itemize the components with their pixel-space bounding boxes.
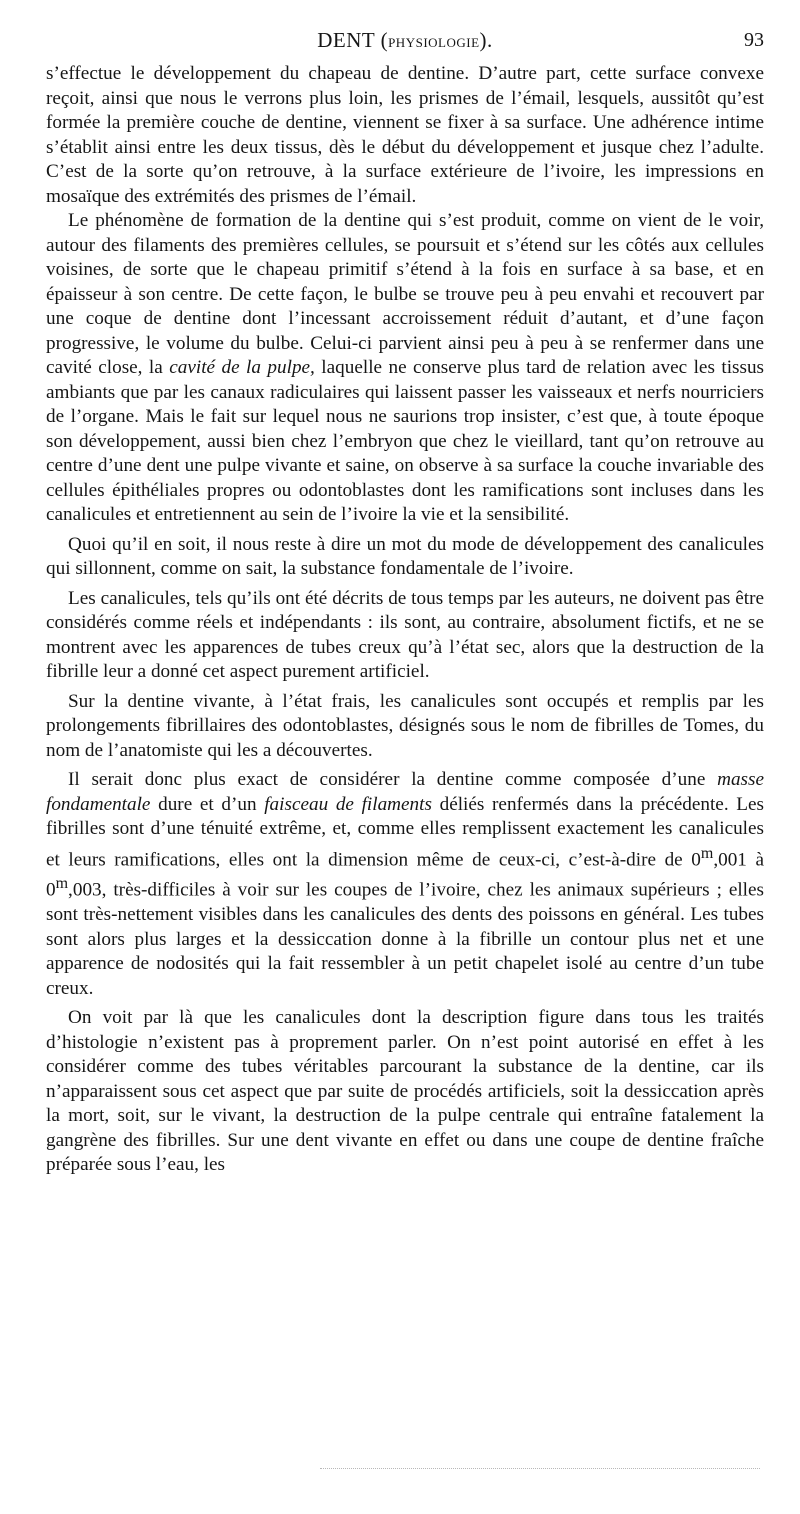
paragraph-text: laquelle ne conserve plus tard de relation avec les tissus ambiants que par les canaux radiculaires qui laissent passer les vaisseaux et nerfs nourriciers de l’organe. Mais le fait sur lequel nous ne saurions trop insister, c’est que, à toute époque son développement, aussi bien chez l’embryon que chez le vieillard, tant qu’on retrouve au centre d’une dent une pulpe vivante et saine, on observe à sa surface la couche invariable des cellules épithéliales propres ou odontoblastes dont les ramifications sont incluses dans les canalicules et entretiennent au sein de l’ivoire la vie et la sensibilité. (46, 357, 765, 525)
paragraph-text: déliés renfermés dans la précédente. Les fibrilles sont d’une ténuité extrême, et, comme elles remplissent exactement les canalicules et leurs ramifications, elles ont la dimension même de ceux-ci, c’est-à-dire de 0 (46, 793, 764, 870)
bleed-through-line (320, 1468, 760, 1469)
italic-term: masse fondamentale (46, 769, 764, 815)
paragraph-text: ,003, très-difficiles à voir sur les coupes de l’ivoire, chez les animaux supérieurs ; elles sont très-nettement visibles dans les canalicules des dents des poissons en général. Les tubes sont alors plus larges et la dessiccation donne à la fibrille un contour plus net et une apparence de nodosités qui la fait ressembler à un petit chapelet isolé au centre d’un tube creux. (46, 879, 764, 999)
paragraph-composition-dentine (46, 768, 764, 1001)
paragraph-canalicules-intro: Quoi qu’il en soit, il nous reste à dire un mot du mode de développement des canalicules qui sillonnent, comme on sait, la substance fondamentale de l’ivoire. (46, 533, 764, 579)
running-title (46, 28, 764, 53)
unit-superscript: m (700, 844, 714, 862)
running-title-main: DENT ( (317, 28, 389, 52)
page-number: 93 (744, 29, 764, 51)
paragraph-text: Le phénomène de formation de la dentine qui s’est produit, comme on vient de le voir, autour des filaments des premières cellules, se poursuit et s’étend sur les côtés aux cellules voisines, de sorte que le chapeau primitif s’étend à la fois en surface à sa base, et en épaisseur à son centre. De cette façon, le bulbe se trouve peu à peu envahi et recouvert par une coque de dentine dont l’incessant accroissement réduit d’autant, et d’une façon progressive, le volume du bulbe. Celui-ci parvient ainsi peu à peu à se renfermer dans une cavité close, la (46, 210, 764, 378)
paragraph-dentine-vivante: Sur la dentine vivante, à l’état frais, les canalicules sont occupés et remplis par les prolongements fibrillaires des odontoblastes, désignés sous le nom de fibrilles de Tomes, du nom de l’anatomiste qui les a découvertes. (46, 690, 764, 761)
paragraph-conclusion: On voit par là que les canalicules dont la description figure dans tous les traités d’histologie n’existent pas à proprement parler. On n’est point autorisé en effet à les considérer comme des tubes véritables parcourant la substance de la dentine, car ils n’apparaissent sous cet aspect que par suite de procédés artificiels, soit la dessiccation après la mort, soit, sur le vivant, la destruction de la pulpe centrale qui entraîne fatalement la gangrène des fibrilles. Sur une dent vivante en effet ou dans une coupe de dentine fraîche préparée sous l’eau, les (46, 1007, 764, 1176)
running-title-end: ). (479, 28, 493, 52)
paragraph-text: Il serait donc plus exact de considérer la dentine comme composée d’une (68, 769, 718, 790)
unit-superscript: m (55, 875, 69, 893)
paragraph-text: ,001 à 0 (46, 848, 764, 901)
paragraph-canalicules-fictifs: Les canalicules, tels qu’ils ont été décrits de tous temps par les auteurs, ne doivent pas être considérés comme réels et indépendants : ils sont, au contraire, absolument fictifs, et ne se montrent avec les apparences de tubes creux qu’à l’état sec, alors que la destruction de la fibrille leur a donné cet aspect purement artificiel. (46, 587, 764, 682)
body-text (46, 62, 764, 1178)
paragraph-formation-dentine (46, 209, 764, 528)
paragraph-text: dure et d’un (150, 793, 265, 815)
running-title-subject: physiologie (388, 31, 480, 51)
italic-term: faisceau de filaments (264, 793, 432, 815)
paragraph-continued: s’effectue le développement du chapeau de dentine. D’autre part, cette surface convexe reçoit, ainsi que nous le verrons plus loin, les prismes de l’émail, lesquels, aussitôt qu’est formée la première couche de dentine, viennent se fixer à sa surface. Une adhérence intime s’établit ainsi entre les deux tissus, dès le début du développement et jusque chez l’adulte. C’est de la sorte qu’on retrouve, à la surface extérieure de l’ivoire, les impressions en mosaïque des extrémités des prismes de l’émail. (46, 63, 764, 207)
book-page (46, 28, 764, 1178)
italic-term: cavité de la pulpe, (169, 357, 315, 378)
running-head (46, 28, 764, 62)
